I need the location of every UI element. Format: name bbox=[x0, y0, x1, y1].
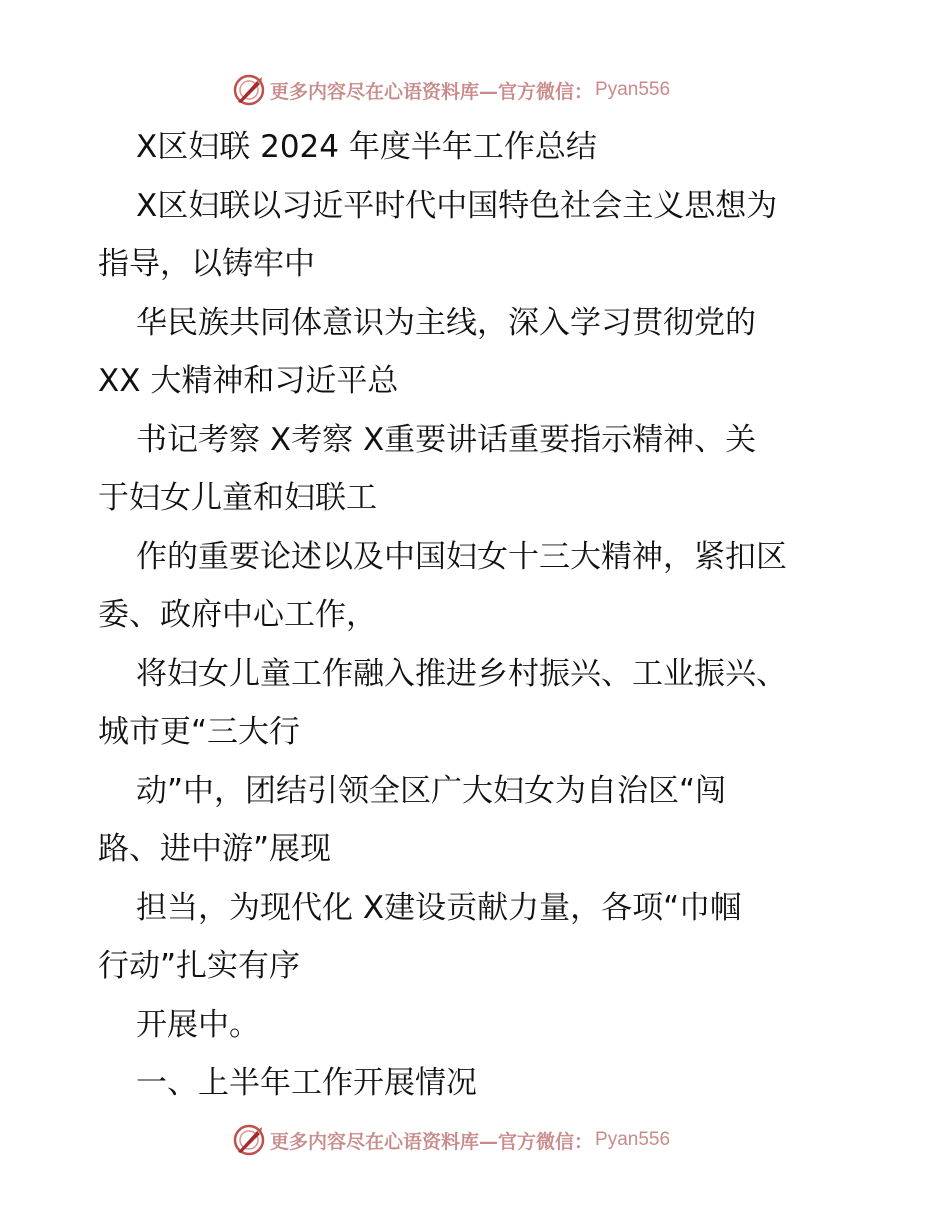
text-line: 担当，为现代化 X建设贡献力量，各项“巾帼 bbox=[136, 889, 742, 926]
watermark-text: 更多内容尽在心语资料库—官方微信： bbox=[270, 1130, 594, 1153]
text-line: 将妇女儿童工作融入推进乡村振兴、工业振兴、 bbox=[136, 655, 787, 692]
document-body bbox=[98, 118, 858, 1113]
quill-logo-icon bbox=[232, 73, 266, 107]
watermark-text: 更多内容尽在心语资料库—官方微信： bbox=[270, 80, 594, 103]
text-line: 委、政府中心工作， bbox=[98, 597, 377, 633]
text-line: X区妇联以习近平时代中国特色社会主义思想为 bbox=[136, 187, 778, 224]
text-line: 城市更“三大行 bbox=[98, 714, 301, 750]
quill-logo-icon bbox=[232, 1123, 266, 1157]
text-line: 一、上半年工作开展情况 bbox=[136, 1065, 477, 1101]
text-line: 指导，以铸牢中 bbox=[98, 246, 315, 282]
text-line: XX 大精神和习近平总 bbox=[98, 363, 399, 399]
watermark-account: Pyan556 bbox=[595, 1129, 671, 1150]
header-watermark bbox=[232, 73, 670, 107]
text-line: 动”中，团结引领全区广大妇女为自治区“闯 bbox=[136, 772, 727, 809]
text-line: 开展中。 bbox=[136, 1006, 260, 1043]
text-line: 书记考察 X考察 X重要讲话重要指示精神、关 bbox=[136, 421, 757, 458]
footer-watermark bbox=[232, 1123, 670, 1157]
text-line: X区妇联 2024 年度半年工作总结 bbox=[136, 129, 597, 165]
text-line: 路、进中游”展现 bbox=[98, 831, 332, 867]
text-line: 华民族共同体意识为主线，深入学习贯彻党的 bbox=[136, 304, 756, 341]
text-line: 于妇女儿童和妇联工 bbox=[98, 480, 377, 516]
watermark-account: Pyan556 bbox=[595, 79, 671, 100]
text-line: 行动”扎实有序 bbox=[98, 948, 301, 984]
text-line: 作的重要论述以及中国妇女十三大精神，紧扣区 bbox=[136, 538, 787, 575]
